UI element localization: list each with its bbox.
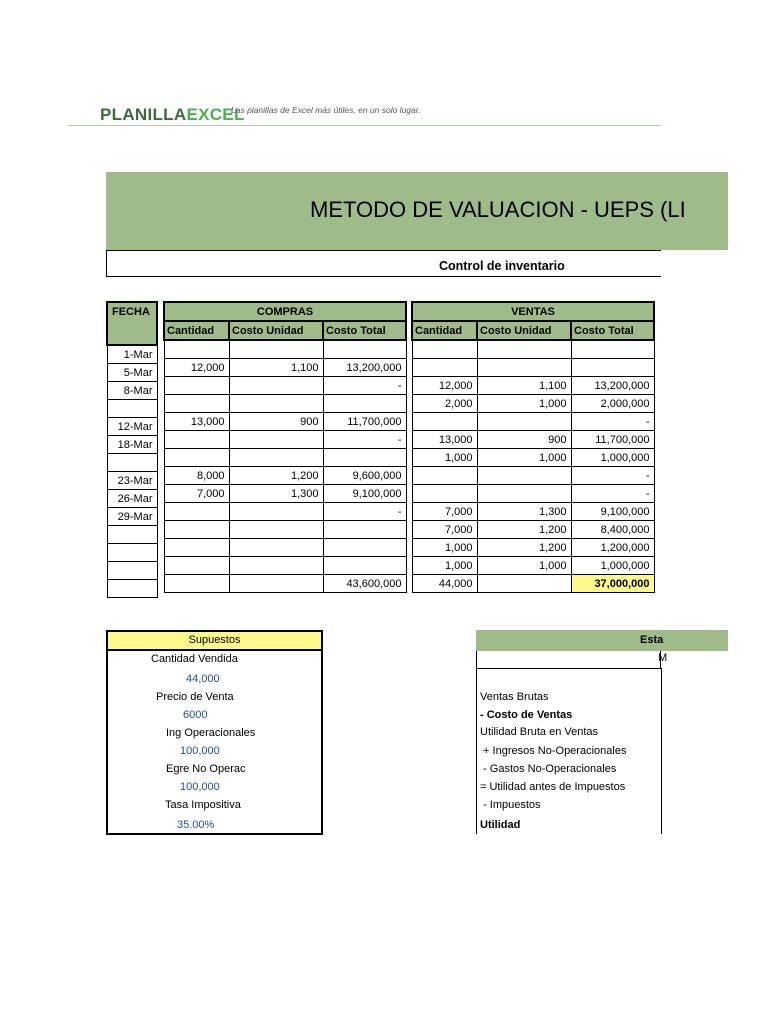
compras-costo-total-cell[interactable]: - xyxy=(323,377,406,395)
table-row xyxy=(107,544,157,562)
table-row xyxy=(107,472,157,490)
ventas-costo-unidad-cell[interactable]: 1,100 xyxy=(477,377,571,395)
ventas-header[interactable]: VENTAS xyxy=(412,302,654,321)
ventas-costo-unidad-cell[interactable]: 1,000 xyxy=(477,449,571,467)
compras-costo-unidad-cell[interactable] xyxy=(229,521,323,539)
compras-costo-total-cell[interactable] xyxy=(323,340,406,359)
ventas-costo-total-cell[interactable]: - xyxy=(571,413,654,431)
table-row xyxy=(412,395,654,413)
table-row xyxy=(412,340,654,359)
estado-header xyxy=(476,630,728,651)
compras-costo-total-cell[interactable]: 11,700,000 xyxy=(323,413,406,431)
fecha-cell[interactable] xyxy=(107,526,157,544)
compras-costo-total-cell[interactable]: - xyxy=(323,431,406,449)
ventas-total-cell[interactable]: 37,000,000 xyxy=(571,575,654,593)
planillaexcel-logo[interactable] xyxy=(100,105,245,125)
ventas-total-costo-unidad-cell[interactable] xyxy=(477,575,571,593)
estado-subheader xyxy=(476,651,668,668)
table-row xyxy=(107,345,157,364)
sup-value-ing-operacionales[interactable]: 100,000 xyxy=(180,745,220,757)
ventas-costo-total-cell[interactable]: 11,700,000 xyxy=(571,431,654,449)
sup-label-egre-no-operac: Egre No Operac xyxy=(166,763,246,775)
fecha-cell[interactable]: 5-Mar xyxy=(107,364,157,382)
ventas-cantidad-cell[interactable]: 13,000 xyxy=(412,431,477,449)
compras-total-cantidad-cell[interactable] xyxy=(164,575,229,593)
compras-column-header[interactable]: Cantidad xyxy=(164,321,229,340)
ventas-table xyxy=(411,301,655,593)
sup-value-egre-no-operac[interactable]: 100,000 xyxy=(180,781,220,793)
estado-panel xyxy=(476,668,662,834)
fecha-cell[interactable]: 29-Mar xyxy=(107,508,157,526)
estado-line: - Impuestos xyxy=(480,799,541,811)
compras-cantidad-cell[interactable] xyxy=(164,539,229,557)
compras-total-cell[interactable]: 43,600,000 xyxy=(323,575,406,593)
compras-costo-unidad-cell[interactable]: 1,300 xyxy=(229,485,323,503)
ventas-cantidad-cell[interactable] xyxy=(412,467,477,485)
table-row xyxy=(107,454,157,472)
table-row xyxy=(412,467,654,485)
header-divider xyxy=(68,125,661,126)
page-title: METODO DE VALUACION - UEPS (LI xyxy=(310,197,686,222)
table-row xyxy=(164,521,406,539)
table-row xyxy=(164,413,406,431)
compras-costo-unidad-cell[interactable] xyxy=(229,340,323,359)
compras-costo-unidad-cell[interactable]: 1,200 xyxy=(229,467,323,485)
compras-cantidad-cell[interactable] xyxy=(164,377,229,395)
ventas-costo-total-cell[interactable]: 9,100,000 xyxy=(571,503,654,521)
estado-line: - Gastos No-Operacionales xyxy=(480,763,617,775)
fecha-cell[interactable]: 1-Mar xyxy=(107,345,157,364)
table-row xyxy=(107,562,157,580)
sup-value-tasa-impositiva[interactable]: 35.00% xyxy=(177,819,215,831)
ventas-costo-unidad-cell[interactable]: 1,000 xyxy=(477,557,571,575)
ventas-costo-total-cell[interactable]: 2,000,000 xyxy=(571,395,654,413)
ventas-costo-unidad-cell[interactable]: 1,200 xyxy=(477,539,571,557)
ventas-costo-unidad-cell[interactable]: 1,300 xyxy=(477,503,571,521)
fecha-cell[interactable] xyxy=(107,454,157,472)
compras-costo-unidad-cell[interactable] xyxy=(229,449,323,467)
ventas-costo-total-cell[interactable]: 1,000,000 xyxy=(571,557,654,575)
compras-column-header[interactable]: Costo Total xyxy=(323,321,406,340)
ventas-cantidad-cell[interactable] xyxy=(412,340,477,359)
compras-costo-total-cell[interactable] xyxy=(323,521,406,539)
table-row xyxy=(164,539,406,557)
sup-label-ing-operacionales: Ing Operacionales xyxy=(166,727,256,739)
estado-line: Utilidad Bruta en Ventas xyxy=(480,726,599,738)
compras-costo-unidad-cell[interactable] xyxy=(229,377,323,395)
compras-costo-unidad-cell[interactable] xyxy=(229,431,323,449)
ventas-column-header[interactable]: Cantidad xyxy=(412,321,477,340)
ventas-costo-total-cell[interactable]: 13,200,000 xyxy=(571,377,654,395)
table-row xyxy=(164,359,406,377)
compras-costo-unidad-cell[interactable] xyxy=(229,395,323,413)
compras-costo-total-cell[interactable]: 9,100,000 xyxy=(323,485,406,503)
compras-costo-unidad-cell[interactable] xyxy=(229,539,323,557)
estado-line: + Ingresos No-Operacionales xyxy=(480,745,627,757)
ventas-cantidad-cell[interactable]: 12,000 xyxy=(412,377,477,395)
table-row xyxy=(412,521,654,539)
ventas-costo-unidad-cell[interactable] xyxy=(477,413,571,431)
supuestos-header: Supuestos xyxy=(108,632,321,651)
totals-row xyxy=(164,575,406,593)
compras-costo-total-cell[interactable]: 9,600,000 xyxy=(323,467,406,485)
compras-total-costo-unidad-cell[interactable] xyxy=(229,575,323,593)
table-row xyxy=(412,485,654,503)
ventas-column-header[interactable]: Costo Unidad xyxy=(477,321,571,340)
totals-row xyxy=(412,575,654,593)
table-row xyxy=(107,382,157,400)
compras-cantidad-cell[interactable]: 7,000 xyxy=(164,485,229,503)
table-row xyxy=(164,485,406,503)
ventas-costo-total-cell[interactable]: 8,400,000 xyxy=(571,521,654,539)
ventas-costo-total-cell[interactable] xyxy=(571,359,654,377)
compras-costo-unidad-cell[interactable]: 900 xyxy=(229,413,323,431)
compras-costo-unidad-cell[interactable]: 1,100 xyxy=(229,359,323,377)
compras-costo-total-cell[interactable] xyxy=(323,449,406,467)
table-row xyxy=(107,508,157,526)
compras-cantidad-cell[interactable] xyxy=(164,431,229,449)
fecha-cell[interactable]: 23-Mar xyxy=(107,472,157,490)
compras-costo-unidad-cell[interactable] xyxy=(229,503,323,521)
tagline: Las planillas de Excel más útiles, en un solo lugar. xyxy=(231,105,421,115)
table-row xyxy=(164,557,406,575)
table-row xyxy=(164,395,406,413)
table-row xyxy=(412,431,654,449)
ventas-cantidad-cell[interactable]: 2,000 xyxy=(412,395,477,413)
logo-part1: PLANILLA xyxy=(100,105,187,124)
ventas-cantidad-cell[interactable]: 7,000 xyxy=(412,521,477,539)
ventas-cantidad-cell[interactable]: 1,000 xyxy=(412,557,477,575)
ventas-costo-unidad-cell[interactable] xyxy=(477,467,571,485)
ventas-cantidad-cell[interactable]: 7,000 xyxy=(412,503,477,521)
compras-header[interactable]: COMPRAS xyxy=(164,302,406,321)
compras-table xyxy=(163,301,407,593)
compras-cantidad-cell[interactable] xyxy=(164,557,229,575)
compras-cantidad-cell[interactable]: 12,000 xyxy=(164,359,229,377)
table-row xyxy=(164,503,406,521)
table-row xyxy=(107,364,157,382)
fecha-cell[interactable] xyxy=(107,400,157,418)
table-row xyxy=(164,449,406,467)
ventas-cantidad-cell[interactable]: 1,000 xyxy=(412,539,477,557)
compras-costo-unidad-cell[interactable] xyxy=(229,557,323,575)
table-row xyxy=(412,449,654,467)
logo-part2: EXCEL xyxy=(186,105,245,124)
table-row xyxy=(164,431,406,449)
ventas-costo-unidad-cell[interactable] xyxy=(477,340,571,359)
ventas-costo-unidad-cell[interactable]: 1,200 xyxy=(477,521,571,539)
sup-label-cantidad: Cantidad Vendida xyxy=(151,653,238,665)
table-row xyxy=(107,418,157,436)
estado-line: - Costo de Ventas xyxy=(480,709,573,721)
table-row xyxy=(412,503,654,521)
ventas-cantidad-cell[interactable]: 1,000 xyxy=(412,449,477,467)
table-row xyxy=(107,400,157,418)
fecha-cell[interactable]: 18-Mar xyxy=(107,436,157,454)
fecha-header[interactable]: FECHA xyxy=(107,302,157,345)
ventas-costo-total-cell[interactable] xyxy=(571,340,654,359)
title-band xyxy=(106,172,728,250)
ventas-costo-total-cell[interactable]: 1,200,000 xyxy=(571,539,654,557)
ventas-costo-unidad-cell[interactable] xyxy=(477,485,571,503)
ventas-cantidad-cell[interactable] xyxy=(412,359,477,377)
estado-line: Ventas Brutas xyxy=(480,691,549,703)
compras-cantidad-cell[interactable]: 8,000 xyxy=(164,467,229,485)
table-row xyxy=(412,557,654,575)
ventas-column-header[interactable]: Costo Total xyxy=(571,321,654,340)
sup-value-cantidad[interactable]: 44,000 xyxy=(186,673,220,685)
fecha-cell[interactable]: 8-Mar xyxy=(107,382,157,400)
compras-costo-total-cell[interactable]: 13,200,000 xyxy=(323,359,406,377)
fecha-table xyxy=(106,301,158,598)
compras-cantidad-cell[interactable] xyxy=(164,449,229,467)
fecha-cell[interactable] xyxy=(107,544,157,562)
ventas-costo-unidad-cell[interactable] xyxy=(477,359,571,377)
estado-line: = Utilidad antes de Impuestos xyxy=(480,781,626,793)
ventas-costo-unidad-cell[interactable]: 1,000 xyxy=(477,395,571,413)
compras-column-header[interactable]: Costo Unidad xyxy=(229,321,323,340)
fecha-cell[interactable]: 26-Mar xyxy=(107,490,157,508)
fecha-total-cell[interactable] xyxy=(107,580,157,598)
ventas-costo-total-cell[interactable]: - xyxy=(571,485,654,503)
compras-costo-total-cell[interactable] xyxy=(323,539,406,557)
estado-line: Utilidad xyxy=(480,819,521,831)
compras-cantidad-cell[interactable] xyxy=(164,395,229,413)
table-row xyxy=(107,436,157,454)
sup-label-precio: Precio de Venta xyxy=(156,691,234,703)
table-row xyxy=(164,340,406,359)
compras-costo-total-cell[interactable] xyxy=(323,557,406,575)
ventas-costo-total-cell[interactable]: 1,000,000 xyxy=(571,449,654,467)
compras-cantidad-cell[interactable] xyxy=(164,503,229,521)
compras-costo-total-cell[interactable]: - xyxy=(323,503,406,521)
sup-value-precio[interactable]: 6000 xyxy=(183,709,208,721)
table-row xyxy=(164,467,406,485)
table-row xyxy=(412,359,654,377)
compras-costo-total-cell[interactable] xyxy=(323,395,406,413)
ventas-total-cantidad-cell[interactable]: 44,000 xyxy=(412,575,477,593)
estado-subheader-text: M xyxy=(658,652,668,664)
table-row xyxy=(107,490,157,508)
ventas-costo-unidad-cell[interactable]: 900 xyxy=(477,431,571,449)
estado-header-text: Esta xyxy=(640,634,664,646)
compras-cantidad-cell[interactable] xyxy=(164,521,229,539)
compras-cantidad-cell[interactable]: 13,000 xyxy=(164,413,229,431)
sup-label-tasa-impositiva: Tasa Impositiva xyxy=(165,799,241,811)
ventas-cantidad-cell[interactable] xyxy=(412,485,477,503)
subtitle: Control de inventario xyxy=(439,259,565,273)
ventas-costo-total-cell[interactable]: - xyxy=(571,467,654,485)
table-row xyxy=(107,526,157,544)
compras-cantidad-cell[interactable] xyxy=(164,340,229,359)
ventas-cantidad-cell[interactable] xyxy=(412,413,477,431)
table-row xyxy=(412,377,654,395)
fecha-cell[interactable] xyxy=(107,562,157,580)
table-row xyxy=(164,377,406,395)
table-row xyxy=(412,413,654,431)
supuestos-panel xyxy=(106,630,323,835)
table-row xyxy=(412,539,654,557)
subtitle-box xyxy=(106,250,661,277)
fecha-cell[interactable]: 12-Mar xyxy=(107,418,157,436)
